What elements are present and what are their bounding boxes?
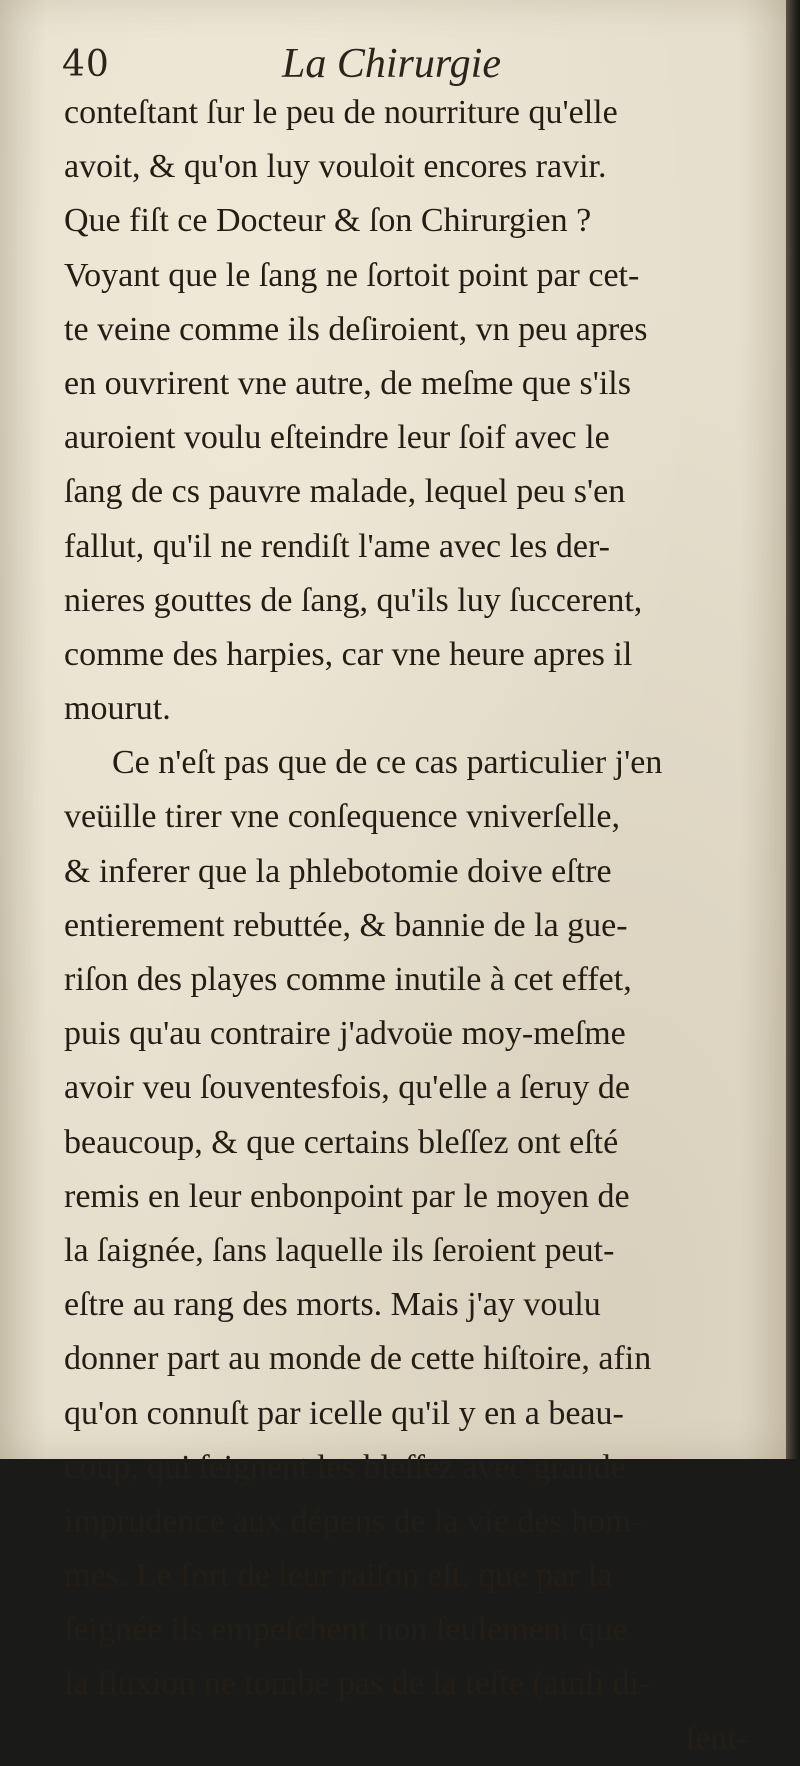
text-line: conteſtant ſur le peu de nourriture qu'elle bbox=[64, 94, 618, 131]
text-line: puis qu'au contraire j'advoüe moy-meſme bbox=[64, 1015, 626, 1053]
text-line: avoir veu ſouventesfois, qu'elle a ſeruy de bbox=[64, 1069, 630, 1107]
text-line: Que fiſt ce Docteur & ſon Chirurgien ? bbox=[64, 202, 592, 240]
text-line: beaucoup, & que certains bleſſez ont eſté bbox=[64, 1123, 619, 1161]
running-title: La Chirurgie bbox=[282, 41, 501, 87]
text-line: la ſaignée, ſans laquelle ils ſeroient peut- bbox=[64, 1231, 615, 1269]
catchword: ſent- bbox=[685, 1719, 748, 1757]
text-line: fallut, qu'il ne rendiſt l'ame avec les der- bbox=[64, 527, 610, 565]
text-line: comme des harpies, car vne heure apres il bbox=[64, 635, 633, 673]
page-header bbox=[60, 40, 760, 90]
text-line: nieres gouttes de ſang, qu'ils luy ſuccerent, bbox=[64, 581, 643, 619]
text-line: mes. Le fort de leur raiſon eſt, que par la bbox=[64, 1557, 613, 1595]
text-line: en ouvrirent vne autre, de meſme que s'ils bbox=[64, 364, 631, 402]
text-line: remis en leur enbonpoint par le moyen de bbox=[64, 1177, 630, 1215]
text-line: Voyant que le ſang ne ſortoit point par cet- bbox=[64, 256, 640, 294]
page-edge-shadow bbox=[786, 0, 800, 1459]
text-line: qu'on connuſt par icelle qu'il y en a beau- bbox=[64, 1394, 624, 1432]
text-line: riſon des playes comme inutile à cet effet, bbox=[64, 961, 632, 998]
text-line: & inferer que la phlebotomie doive eſtre bbox=[64, 852, 612, 890]
body-text bbox=[64, 86, 754, 1766]
text-line: auroient voulu eſteindre leur ſoif avec le bbox=[64, 419, 610, 457]
text-line: mourut. bbox=[64, 690, 171, 728]
text-line: te veine comme ils deſiroient, vn peu apres bbox=[64, 310, 648, 348]
text-line: donner part au monde de cette hiſtoire, afin bbox=[64, 1340, 652, 1378]
text-line: coup, qui ſeignent les bleſſez avec grande bbox=[64, 1448, 626, 1486]
page-number: 40 bbox=[62, 44, 110, 85]
text-line: entierement rebuttée, & bannie de la gue- bbox=[64, 906, 628, 944]
text-line: la fluxion ne tombe pas de la teſte (ainſi di- bbox=[64, 1665, 651, 1703]
text-line: imprudence aux dépens de la vie des hom- bbox=[64, 1502, 643, 1540]
text-line: avoit, & qu'on luy vouloit encores ravir. bbox=[64, 148, 607, 186]
text-line: veüille tirer vne conſequence vniverſelle, bbox=[64, 798, 621, 836]
text-line: eſtre au rang des morts. Mais j'ay voulu bbox=[64, 1286, 601, 1324]
paragraph-start-line: Ce n'eſt pas que de ce cas particulier j'en bbox=[112, 744, 663, 782]
text-line: ſang de cs pauvre malade, lequel peu s'en bbox=[64, 473, 626, 511]
text-line: ſeignée ils empeſchent non ſeulement que bbox=[64, 1611, 628, 1649]
